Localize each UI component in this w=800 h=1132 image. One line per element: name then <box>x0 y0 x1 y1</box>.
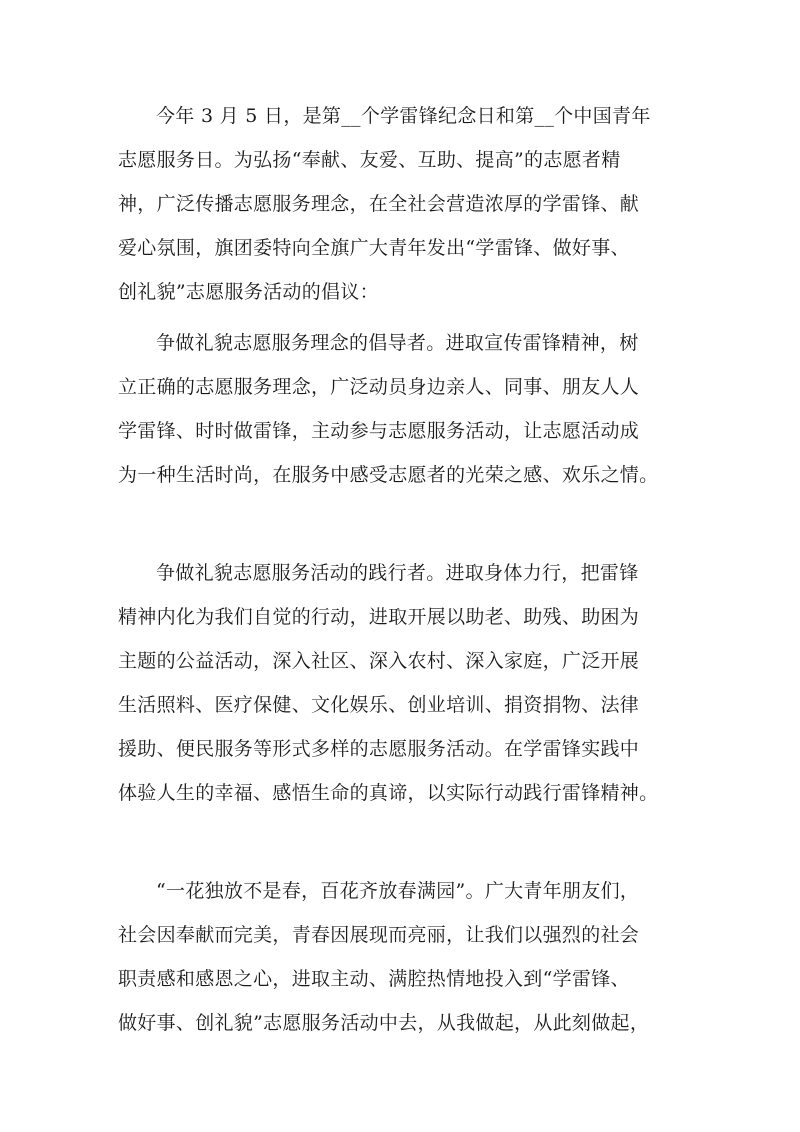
document-page <box>118 94 688 1045</box>
text-line: 创礼貌”志愿服务活动的倡议： <box>118 281 379 303</box>
text-line: 为一种生活时尚，在服务中感受志愿者的光荣之感、欢乐之情。 <box>118 464 659 486</box>
text-line: 职责感和感恩之心，进取主动、满腔热情地投入到“学雷锋、 <box>118 968 630 990</box>
text-line: 立正确的志愿服务理念，广泛动员身边亲人、同事、朋友人人 <box>118 376 640 398</box>
paragraph-practitioner <box>118 551 688 815</box>
text-line: 主题的公益活动，深入社区、深入农村、深入家庭，广泛开展 <box>118 650 640 672</box>
paragraph-call-to-action <box>118 869 688 1045</box>
paragraph-advocate <box>118 321 688 497</box>
text-line: 社会因奉献而完美，青春因展现而亮丽，让我们以强烈的社会 <box>118 924 640 946</box>
text-line: 神，广泛传播志愿服务理念，在全社会营造浓厚的学雷锋、献 <box>118 193 640 215</box>
text-line: 今年 3 月 5 日，是第__个学雷锋纪念日和第__个中国青年 <box>156 105 651 127</box>
text-line: 爱心氛围，旗团委特向全旗广大青年发出“学雷锋、做好事、 <box>118 237 630 259</box>
text-line: 志愿服务日。为弘扬“奉献、友爱、互助、提高”的志愿者精 <box>118 149 621 171</box>
text-line: 体验人生的幸福、感悟生命的真谛，以实际行动践行雷锋精神。 <box>118 782 659 804</box>
paragraph-intro <box>118 94 688 314</box>
text-line: 生活照料、医疗保健、文化娱乐、创业培训、捐资捐物、法律 <box>118 694 640 716</box>
text-line: 做好事、创礼貌”志愿服务活动中去，从我做起，从此刻做起， <box>118 1012 650 1034</box>
text-line: 争做礼貌志愿服务理念的倡导者。进取宣传雷锋精神，树 <box>156 332 639 354</box>
text-line: 学雷锋、时时做雷锋，主动参与志愿服务活动，让志愿活动成 <box>118 420 640 442</box>
text-line: 争做礼貌志愿服务活动的践行者。进取身体力行，把雷锋 <box>156 562 639 584</box>
text-line: 援助、便民服务等形式多样的志愿服务活动。在学雷锋实践中 <box>118 738 640 760</box>
text-line: “一花独放不是春，百花齐放春满园”。广大青年朋友们， <box>156 880 640 902</box>
text-line: 精神内化为我们自觉的行动，进取开展以助老、助残、助困为 <box>118 606 640 628</box>
